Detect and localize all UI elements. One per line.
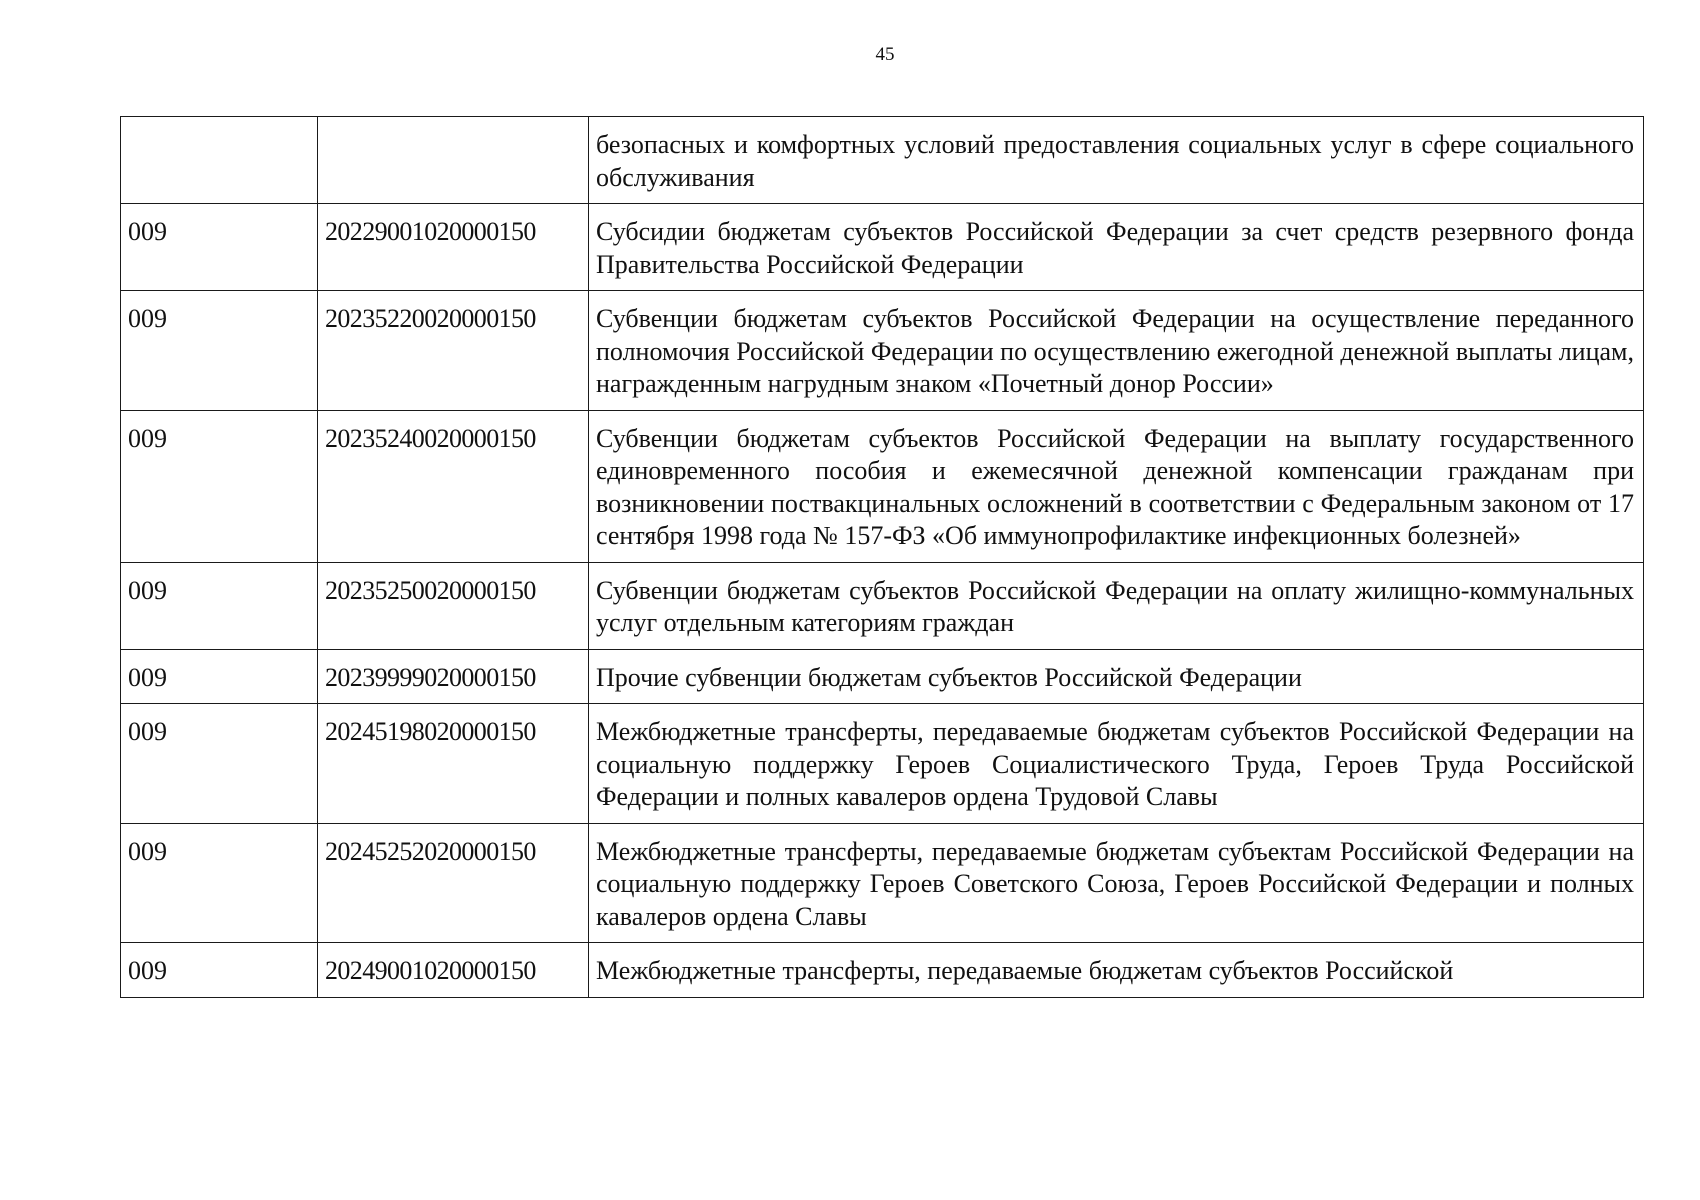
admin-code-cell — [121, 117, 318, 204]
income-code-cell: 20249001020000150 — [318, 943, 589, 998]
description-cell: Субвенции бюджетам субъектов Российской Федерации на выплату государственного единовременного пособия и ежемесячной денежной компенсации гражданам при возникновении поствакцинальных осложнений в соответствии с Федеральным законом от 17 сентября 1998 года № 157-ФЗ «Об иммунопрофилактике инфекционных болезней» — [589, 410, 1644, 562]
table-row — [121, 704, 1644, 824]
description-cell: Межбюджетные трансферты, передаваемые бюджетам субъектов Российской — [589, 943, 1644, 998]
income-codes-table — [120, 116, 1644, 998]
description-cell: безопасных и комфортных условий предоставления социальных услуг в сфере социального обслуживания — [589, 117, 1644, 204]
table-row — [121, 117, 1644, 204]
description-cell: Межбюджетные трансферты, передаваемые бюджетам субъектам Российской Федерации на социальную поддержку Героев Советского Союза, Героев Российской Федерации и полных кавалеров ордена Славы — [589, 823, 1644, 943]
description-cell: Субвенции бюджетам субъектов Российской Федерации на осуществление переданного полномочия Российской Федерации по осуществлению ежегодной денежной выплаты лицам, награжденным нагрудным знаком «Почетный донор России» — [589, 291, 1644, 411]
income-code-cell: 20245198020000150 — [318, 704, 589, 824]
admin-code-cell: 009 — [121, 823, 318, 943]
page-number: 45 — [875, 44, 895, 65]
table-row — [121, 204, 1644, 291]
income-code-cell: 20235240020000150 — [318, 410, 589, 562]
description-cell: Межбюджетные трансферты, передаваемые бюджетам субъектов Российской Федерации на социальную поддержку Героев Социалистического Труда, Героев Труда Российской Федерации и полных кавалеров ордена Трудовой Славы — [589, 704, 1644, 824]
table-row — [121, 649, 1644, 704]
table-row — [121, 943, 1644, 998]
admin-code-cell: 009 — [121, 291, 318, 411]
table-row — [121, 291, 1644, 411]
income-code-cell: 20245252020000150 — [318, 823, 589, 943]
admin-code-cell: 009 — [121, 704, 318, 824]
income-code-cell: 20235220020000150 — [318, 291, 589, 411]
table-row — [121, 823, 1644, 943]
admin-code-cell: 009 — [121, 410, 318, 562]
admin-code-cell: 009 — [121, 943, 318, 998]
description-cell: Субвенции бюджетам субъектов Российской Федерации на оплату жилищно-коммунальных услуг отдельным категориям граждан — [589, 562, 1644, 649]
table-row — [121, 410, 1644, 562]
income-code-cell: 20229001020000150 — [318, 204, 589, 291]
income-code-cell: 20235250020000150 — [318, 562, 589, 649]
income-code-cell: 20239999020000150 — [318, 649, 589, 704]
admin-code-cell: 009 — [121, 204, 318, 291]
admin-code-cell: 009 — [121, 562, 318, 649]
admin-code-cell: 009 — [121, 649, 318, 704]
income-code-cell — [318, 117, 589, 204]
table-row — [121, 562, 1644, 649]
description-cell: Прочие субвенции бюджетам субъектов Российской Федерации — [589, 649, 1644, 704]
description-cell: Субсидии бюджетам субъектов Российской Федерации за счет средств резервного фонда Правительства Российской Федерации — [589, 204, 1644, 291]
